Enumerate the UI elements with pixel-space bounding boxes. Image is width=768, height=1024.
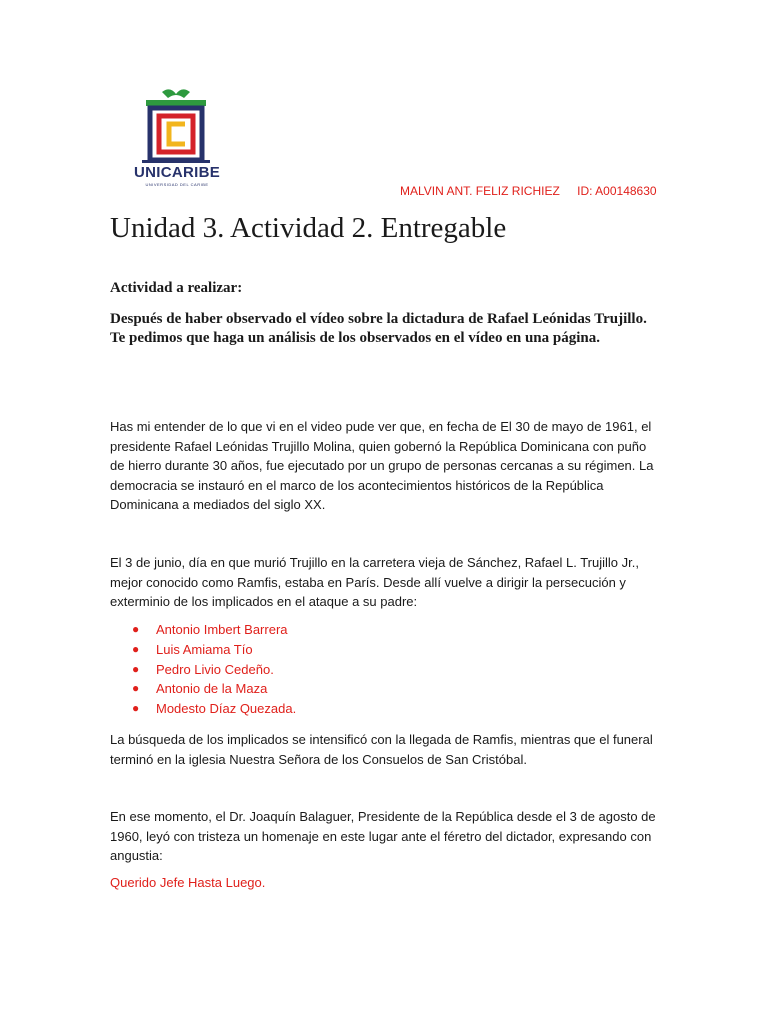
list-item: ● Antonio de la Maza [130,679,296,699]
paragraph-funeral: La búsqueda de los implicados se intensificó con la llegada de Ramfis, mientras que el funeral terminó en la iglesia Nuestra Señora de los Consuelos de San Cristóbal. [110,732,653,767]
implicated-list [130,620,296,719]
bullet-dot-icon: ● [132,681,140,696]
list-item: ● Antonio Imbert Barrera [130,620,296,640]
bullet-dot-icon: ● [132,641,140,656]
bullet-dot-icon: ● [132,701,140,716]
author-name: MALVIN ANT. FELIZ RICHIEZ [400,184,560,198]
student-id: ID: A00148630 [577,184,657,198]
page-title: Unidad 3. Actividad 2. Entregable [110,212,507,244]
list-item: ● Modesto Díaz Quezada. [130,699,296,719]
bullet-dot-icon: ● [132,661,140,676]
bullet-dot-icon: ● [132,622,140,636]
unicaribe-logo [112,86,242,192]
author-line [400,184,657,198]
logo-wordmark: UNICARIBE [133,164,221,181]
paragraph-balaguer: En ese momento, el Dr. Joaquín Balaguer, Presidente de la República desde el 3 de agosto de 1960, leyó con tristeza un homenaje en este lugar ante el féretro del dictador, expresando con angustia: [110,809,656,863]
list-item: ● Luis Amiama Tío [130,640,296,660]
farewell-quote: Querido Jefe Hasta Luego. [110,875,266,890]
activity-instructions: Después de haber observado el vídeo sobre la dictadura de Rafael Leónidas Trujillo. Te pedimos que haga un análisis de los observados en el vídeo en una página. [110,311,647,346]
list-item: ● Pedro Livio Cedeño. [130,660,296,680]
paragraph-ramfis: El 3 de junio, día en que murió Trujillo en la carretera vieja de Sánchez, Rafael L. Trujillo Jr., mejor conocido como Ramfis, estaba en París. Desde allí vuelve a dirigir la persecución y exterminio de los implicados en el ataque a su padre: [110,555,639,609]
logo-tagline: UNIVERSIDAD DEL CARIBE [145,182,209,187]
paragraph-intro: Has mi entender de lo que vi en el video pude ver que, en fecha de El 30 de mayo de 1961, el presidente Rafael Leónidas Trujillo Molina, quien gobernó la República Dominicana con puño de hierro durante 30 años, fue ejecutado por un grupo de personas cercanas a su régimen. La democracia se instauró en el marco de los acontecimientos históricos de la República Dominicana a mediados del siglo XX. [110,419,654,512]
unicaribe-emblem-icon [112,86,242,166]
activity-subhead: Actividad a realizar: [110,280,243,296]
